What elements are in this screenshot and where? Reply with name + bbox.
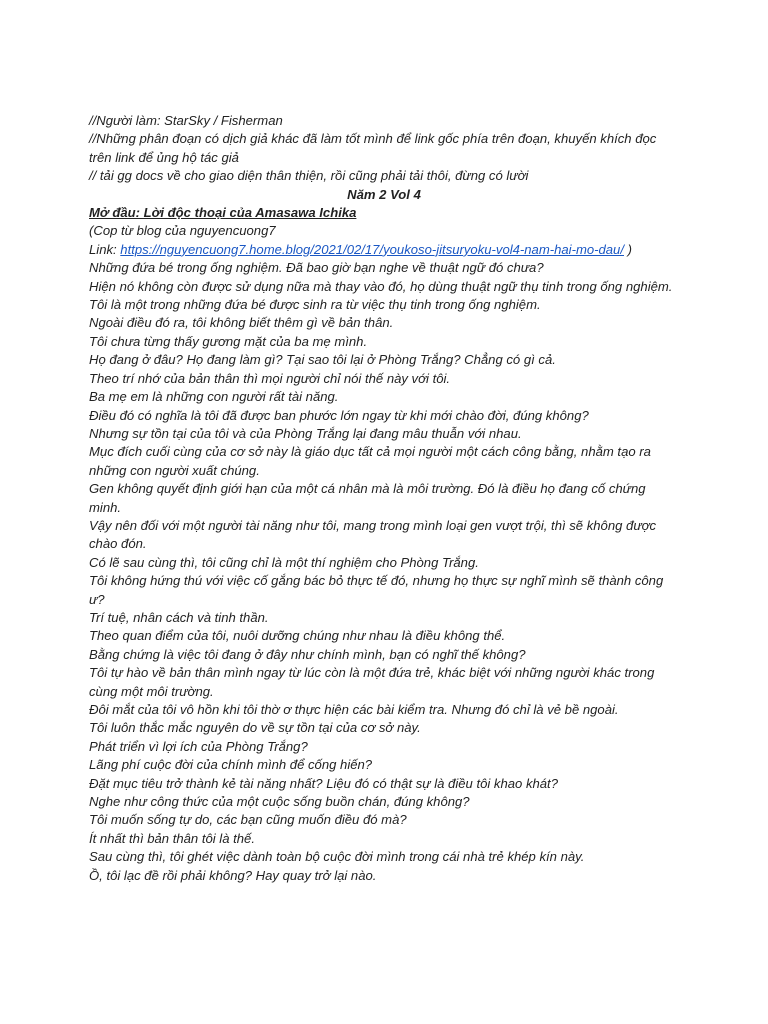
volume-title: Năm 2 Vol 4 (347, 186, 421, 202)
link-prefix: Link: (89, 241, 121, 257)
paragraph: Ít nhất thì bản thân tôi là thế. (89, 830, 255, 846)
source-note: (Cop từ blog của nguyencuong7 (89, 223, 276, 239)
paragraph: Tôi không hứng thú với việc cố gắng bác bỏ thực tế đó, nhưng họ thực sự nghĩ mình sẽ thành công ư? (89, 573, 664, 607)
source-link[interactable]: https://nguyencuong7.home.blog/2021/02/17/youkoso-jitsuryoku-vol4-nam-hai-mo-dau/ (120, 241, 624, 257)
paragraph: Gen không quyết định giới hạn của một cá nhân mà là môi trường. Đó là điều họ đang cố chứng minh. (89, 481, 646, 515)
paragraph: Tôi tự hào về bản thân mình ngay từ lúc còn là một đứa trẻ, khác biệt với những người khác trong cùng một môi trường. (89, 665, 655, 699)
document-body (89, 112, 679, 885)
paragraph: Tôi chưa từng thấy gương mặt của ba mẹ mình. (89, 333, 368, 349)
paragraph: Nghe như công thức của một cuộc sống buồn chán, đúng không? (89, 794, 470, 810)
paragraph: Tôi muốn sống tự do, các bạn cũng muốn điều đó mà? (89, 812, 407, 828)
header-note: //Người làm: StarSky / Fisherman (89, 113, 283, 128)
link-suffix: ) (623, 241, 632, 257)
source-link-line (89, 241, 679, 259)
paragraph: Bằng chứng là việc tôi đang ở đây như chính mình, bạn có nghĩ thế không? (89, 646, 526, 662)
header-note: //Những phân đoạn có dịch giả khác đã làm tốt mình để link gốc phía trên đoạn, khuyến khích đọc trên link để ủng hộ tác giả (89, 131, 657, 165)
header-note: // tải gg docs về cho giao diện thân thiện, rồi cũng phải tải thôi, đừng có lười (89, 168, 529, 184)
paragraph: Điều đó có nghĩa là tôi đã được ban phước lớn ngay từ khi mới chào đời, đúng không? (89, 407, 589, 423)
paragraph: Lãng phí cuộc đời của chính mình để cống hiến? (89, 757, 373, 773)
paragraph: Vậy nên đối với một người tài năng như tôi, mang trong mình loại gen vượt trội, thì sẽ không được chào đón. (89, 517, 657, 552)
paragraph: Những đứa bé trong ống nghiệm. Đã bao giờ bạn nghe về thuật ngữ đó chưa? (89, 260, 544, 276)
paragraph: Tôi là một trong những đứa bé được sinh ra từ việc thụ tinh trong ống nghiệm. (89, 297, 541, 313)
paragraph: Tôi luôn thắc mắc nguyên do về sự tồn tại của cơ sở này. (89, 720, 421, 736)
paragraph: Nhưng sự tồn tại của tôi và của Phòng Trắng lại đang mâu thuẫn với nhau. (89, 425, 522, 441)
chapter-heading: Mở đầu: Lời độc thoại của Amasawa Ichika (89, 205, 357, 221)
paragraph: Phát triển vì lợi ích của Phòng Trắng? (89, 738, 308, 754)
paragraph: Mục đích cuối cùng của cơ sở này là giáo dục tất cả mọi người một cách công bằng, nhằm tạo ra những con người xuất chúng. (89, 444, 651, 478)
paragraph: Ngoài điều đó ra, tôi không biết thêm gì về bản thân. (89, 315, 394, 331)
paragraph: Trí tuệ, nhân cách và tinh thần. (89, 609, 269, 625)
paragraph: Có lẽ sau cùng thì, tôi cũng chỉ là một thí nghiệm cho Phòng Trắng. (89, 554, 479, 570)
paragraph: Đặt mục tiêu trở thành kẻ tài năng nhất? Liệu đó có thật sự là điều tôi khao khát? (89, 775, 558, 791)
paragraph: Hiện nó không còn được sử dụng nữa mà thay vào đó, họ dùng thuật ngữ thụ tinh trong ống nghiệm. (89, 278, 673, 294)
paragraph: Ồ, tôi lạc đề rồi phải không? Hay quay trở lại nào. (89, 867, 377, 883)
paragraph: Sau cùng thì, tôi ghét việc dành toàn bộ cuộc đời mình trong cái nhà trẻ khép kín này. (89, 849, 585, 865)
paragraph: Đôi mắt của tôi vô hồn khi tôi thờ ơ thực hiện các bài kiểm tra. Nhưng đó chỉ là vẻ bề ngoài. (89, 702, 619, 717)
paragraph: Theo quan điểm của tôi, nuôi dưỡng chúng như nhau là điều không thể. (89, 628, 506, 644)
paragraph: Theo trí nhớ của bản thân thì mọi người chỉ nói thế này với tôi. (89, 370, 451, 386)
paragraph: Họ đang ở đâu? Họ đang làm gì? Tại sao tôi lại ở Phòng Trắng? Chẳng có gì cả. (89, 352, 556, 368)
paragraph: Ba mẹ em là những con người rất tài năng. (89, 389, 339, 405)
